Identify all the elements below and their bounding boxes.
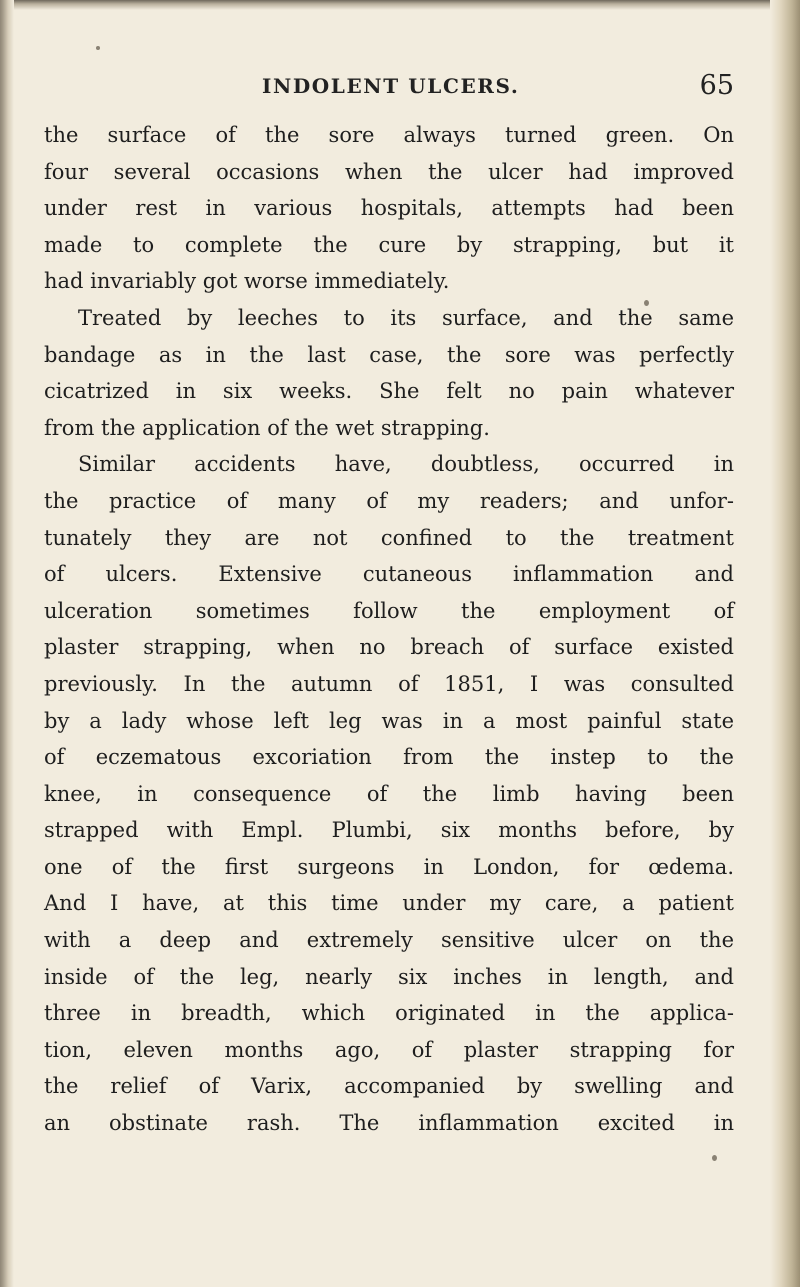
text-line: with a deep and extremely sensitive ulcer on the xyxy=(44,928,734,953)
text-line: three in breadth, which originated in the applica- xyxy=(44,1001,734,1026)
text-line: Treated by leeches to its surface, and the same xyxy=(78,305,734,330)
text-line: had invariably got worse immediately. xyxy=(44,269,450,294)
text-line: under rest in various hospitals, attempts had been xyxy=(44,196,734,221)
text-line: by a lady whose left leg was in a most painful state xyxy=(44,708,734,733)
text-line: previously. In the autumn of 1851, I was consulted xyxy=(44,671,734,696)
page-right-edge xyxy=(770,0,800,1287)
text-line: strapped with Empl. Plumbi, six months before, by xyxy=(44,818,734,843)
text-line: the practice of many of my readers; and unfor- xyxy=(44,488,734,513)
text-line: plaster strapping, when no breach of surface existed xyxy=(44,635,734,660)
text-line: an obstinate rash. The inflammation excited in xyxy=(44,1111,734,1136)
text-line: tion, eleven months ago, of plaster strapping for xyxy=(44,1037,734,1062)
text-line: inside of the leg, nearly six inches in length, and xyxy=(44,964,734,989)
text-line: one of the first surgeons in London, for œdema. xyxy=(44,854,734,879)
page-left-edge xyxy=(0,0,14,1287)
paper-speck xyxy=(712,1155,717,1161)
text-line: the surface of the sore always turned green. On xyxy=(44,123,734,147)
running-title: INDOLENT ULCERS. xyxy=(262,74,520,98)
text-line: And I have, at this time under my care, a patient xyxy=(44,891,734,916)
page-number: 65 xyxy=(699,70,734,101)
text-line: four several occasions when the ulcer had improved xyxy=(44,159,734,184)
text-line: bandage as in the last case, the sore was perfectly xyxy=(44,342,734,367)
text-line: Similar accidents have, doubtless, occurred in xyxy=(78,452,734,477)
text-line: ulceration sometimes follow the employment of xyxy=(44,598,734,623)
text-line: made to complete the cure by strapping, but it xyxy=(44,232,734,257)
body-text xyxy=(44,117,734,1142)
text-line: cicatrized in six weeks. She felt no pain whatever xyxy=(44,379,734,404)
text-line: of eczematous excoriation from the instep to the xyxy=(44,745,734,770)
page-top-edge xyxy=(0,0,800,10)
text-line: the relief of Varix, accompanied by swelling and xyxy=(44,1074,734,1099)
paper-speck xyxy=(96,46,100,50)
text-line: of ulcers. Extensive cutaneous inflammation and xyxy=(44,562,734,587)
text-line: knee, in consequence of the limb having been xyxy=(44,781,734,806)
text-line: tunately they are not confined to the treatment xyxy=(44,525,734,550)
running-header xyxy=(44,70,734,104)
text-line: from the application of the wet strapping. xyxy=(44,415,490,440)
